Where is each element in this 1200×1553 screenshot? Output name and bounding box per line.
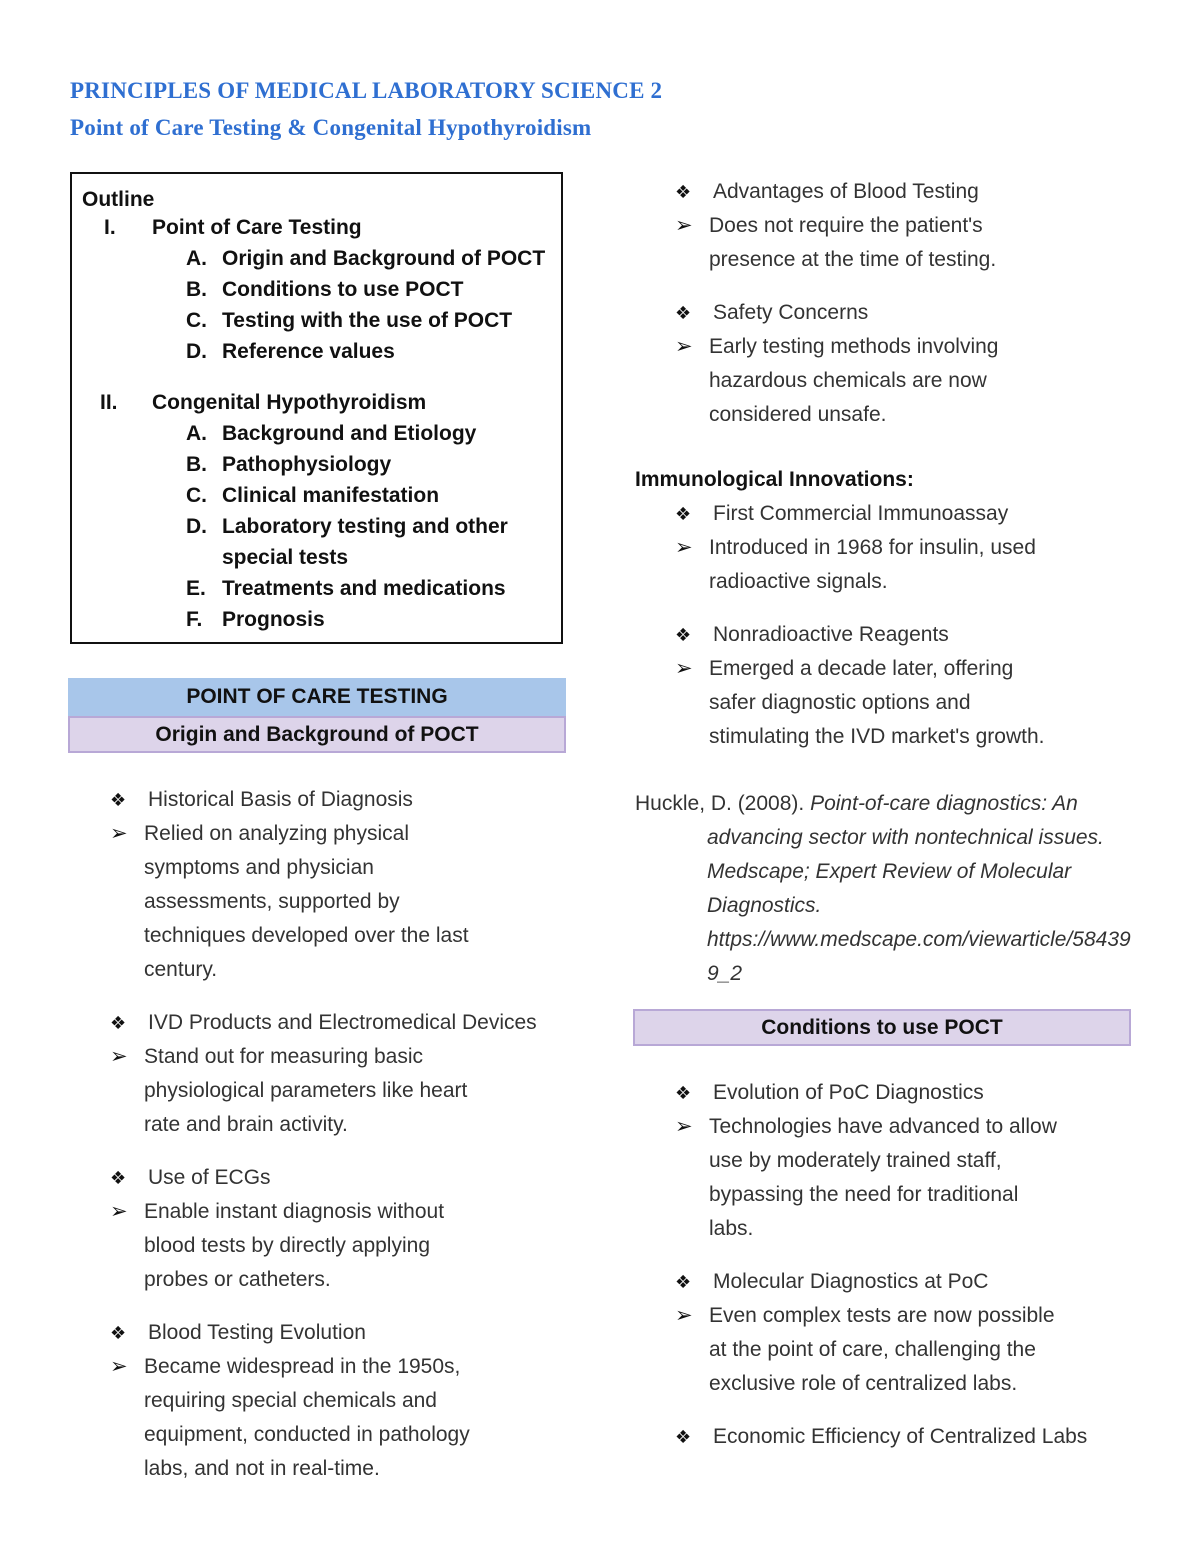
outline-section-2 — [100, 391, 427, 415]
point-line: century. — [144, 958, 218, 981]
point-group — [675, 1265, 1155, 1401]
outline-section-num: I. — [104, 216, 116, 239]
outline-item-label: Background and Etiology — [222, 422, 477, 445]
outline-section-label: Point of Care Testing — [152, 216, 362, 239]
outline-item-num: C. — [186, 484, 207, 507]
point-line: physiological parameters like heart — [144, 1079, 468, 1102]
outline-item-num: E. — [186, 577, 206, 600]
outline-item-num: C. — [186, 309, 207, 332]
outline-item-num: D. — [186, 340, 207, 363]
point-line: hazardous chemicals are now — [709, 369, 987, 392]
arrow-bullet-icon: ➢ — [110, 1355, 128, 1378]
point-group — [675, 497, 1155, 599]
citation-link-continued[interactable]: 9_2 — [707, 962, 743, 985]
citation — [635, 787, 1155, 991]
outline-item-continued: special tests — [222, 546, 349, 569]
point-line: safer diagnostic options and — [709, 691, 971, 714]
diamond-bullet-icon: ❖ — [110, 1323, 127, 1343]
outline-item-label: Treatments and medications — [222, 577, 506, 600]
point-line: techniques developed over the last — [144, 924, 469, 947]
immuno-heading: Immunological Innovations: — [635, 468, 914, 491]
arrow-bullet-icon: ➢ — [675, 335, 693, 358]
point-group — [675, 618, 1155, 754]
outline-item — [186, 577, 506, 601]
outline-section-label: Congenital Hypothyroidism — [152, 391, 427, 414]
arrow-bullet-icon: ➢ — [675, 1304, 693, 1327]
diamond-bullet-icon: ❖ — [110, 1168, 127, 1188]
diamond-bullet-icon: ❖ — [110, 1013, 127, 1033]
citation-line: Diagnostics. — [707, 894, 822, 917]
right-points-top — [675, 175, 1155, 432]
document-title: PRINCIPLES OF MEDICAL LABORATORY SCIENCE 2 — [70, 78, 663, 103]
point-group — [675, 1420, 1155, 1454]
outline-item-label: Clinical manifestation — [222, 484, 440, 507]
document-subtitle: Point of Care Testing & Congenital Hypothyroidism — [70, 115, 592, 140]
point-title: Historical Basis of Diagnosis — [148, 788, 413, 811]
point-title: Safety Concerns — [713, 301, 869, 324]
diamond-bullet-icon: ❖ — [675, 1272, 692, 1292]
arrow-bullet-icon: ➢ — [675, 536, 693, 559]
point-line: symptoms and physician — [144, 856, 374, 879]
outline-item-num: D. — [186, 515, 207, 538]
outline-item-num: B. — [186, 278, 207, 301]
point-title: Economic Efficiency of Centralized Labs — [713, 1425, 1088, 1448]
point-title: Nonradioactive Reagents — [713, 623, 949, 646]
arrow-bullet-icon: ➢ — [675, 214, 693, 237]
outline-item-label: Reference values — [222, 340, 395, 363]
diamond-bullet-icon: ❖ — [675, 1427, 692, 1447]
point-line: use by moderately trained staff, — [709, 1149, 1002, 1172]
arrow-bullet-icon: ➢ — [110, 1045, 128, 1068]
diamond-bullet-icon: ❖ — [675, 504, 692, 524]
point-line: Does not require the patient's — [709, 214, 983, 237]
outline-item — [186, 278, 464, 302]
citation-line: Point-of-care diagnostics: An — [810, 792, 1078, 815]
outline-section-num: II. — [100, 391, 118, 414]
outline-item-num: F. — [186, 608, 203, 631]
point-line: exclusive role of centralized labs. — [709, 1372, 1018, 1395]
point-line: rate and brain activity. — [144, 1113, 348, 1136]
point-line: at the point of care, challenging the — [709, 1338, 1036, 1361]
citation-link[interactable]: https://www.medscape.com/viewarticle/58439 — [707, 928, 1131, 951]
point-title: Evolution of PoC Diagnostics — [713, 1081, 984, 1104]
left-points — [110, 783, 580, 1486]
section-banner-poct: POINT OF CARE TESTING — [68, 678, 566, 716]
outline-item — [186, 453, 392, 477]
point-line: Emerged a decade later, offering — [709, 657, 1014, 680]
point-line: stimulating the IVD market's growth. — [709, 725, 1045, 748]
point-line: considered unsafe. — [709, 403, 887, 426]
point-line: radioactive signals. — [709, 570, 888, 593]
citation-line: Medscape; Expert Review of Molecular — [707, 860, 1072, 883]
point-line: Became widespread in the 1950s, — [144, 1355, 461, 1378]
outline-item — [186, 422, 477, 446]
diamond-bullet-icon: ❖ — [675, 1083, 692, 1103]
diamond-bullet-icon: ❖ — [675, 625, 692, 645]
point-line: blood tests by directly applying — [144, 1234, 430, 1257]
outline-item-label: Testing with the use of POCT — [222, 309, 513, 332]
subsection-banner-conditions: Conditions to use POCT — [633, 1009, 1131, 1046]
outline-item-label: Conditions to use POCT — [222, 278, 464, 301]
point-line: Relied on analyzing physical — [144, 822, 409, 845]
point-group — [110, 1161, 580, 1297]
arrow-bullet-icon: ➢ — [675, 657, 693, 680]
outline-heading: Outline — [82, 188, 155, 211]
point-title: Use of ECGs — [148, 1166, 271, 1189]
arrow-bullet-icon: ➢ — [110, 822, 128, 845]
outline-item — [186, 515, 508, 539]
point-title: Advantages of Blood Testing — [713, 180, 979, 203]
point-line: labs. — [709, 1217, 754, 1240]
point-group — [675, 175, 1155, 277]
point-title: Molecular Diagnostics at PoC — [713, 1270, 989, 1293]
point-line: requiring special chemicals and — [144, 1389, 437, 1412]
outline-item-label: Origin and Background of POCT — [222, 247, 546, 270]
subsection-banner-origin: Origin and Background of POCT — [68, 716, 566, 753]
point-group — [110, 1006, 580, 1142]
outline-item-num: A. — [186, 422, 207, 445]
outline-item — [186, 484, 440, 508]
point-line: presence at the time of testing. — [709, 248, 997, 271]
outline-box — [70, 172, 563, 644]
point-line: equipment, conducted in pathology — [144, 1423, 470, 1446]
point-line: probes or catheters. — [144, 1268, 331, 1291]
point-group — [110, 1316, 580, 1486]
citation-author: Huckle, D. (2008). — [635, 792, 805, 815]
point-title: IVD Products and Electromedical Devices — [148, 1011, 537, 1034]
outline-item-num: A. — [186, 247, 207, 270]
outline-section-1 — [104, 216, 362, 240]
arrow-bullet-icon: ➢ — [110, 1200, 128, 1223]
point-title: Blood Testing Evolution — [148, 1321, 366, 1344]
point-line: Technologies have advanced to allow — [709, 1115, 1057, 1138]
citation-line: advancing sector with nontechnical issues. — [707, 826, 1104, 849]
diamond-bullet-icon: ❖ — [675, 303, 692, 323]
immuno-points — [675, 497, 1155, 754]
point-line: Early testing methods involving — [709, 335, 999, 358]
outline-item-label: Prognosis — [222, 608, 325, 631]
outline-item — [186, 608, 325, 632]
conditions-points — [675, 1076, 1155, 1454]
point-line: assessments, supported by — [144, 890, 400, 913]
arrow-bullet-icon: ➢ — [675, 1115, 693, 1138]
outline-item-label: Pathophysiology — [222, 453, 392, 476]
outline-item — [186, 340, 395, 364]
point-title: First Commercial Immunoassay — [713, 502, 1009, 525]
point-line: bypassing the need for traditional — [709, 1183, 1019, 1206]
diamond-bullet-icon: ❖ — [675, 182, 692, 202]
point-line: Even complex tests are now possible — [709, 1304, 1055, 1327]
point-group — [110, 783, 580, 987]
outline-item — [186, 309, 513, 333]
point-line: Stand out for measuring basic — [144, 1045, 423, 1068]
point-line: Enable instant diagnosis without — [144, 1200, 445, 1223]
outline-item-num: B. — [186, 453, 207, 476]
outline-item — [186, 247, 546, 271]
point-group — [675, 296, 1155, 432]
point-line: labs, and not in real-time. — [144, 1457, 380, 1480]
outline-item-label: Laboratory testing and other — [222, 515, 508, 538]
diamond-bullet-icon: ❖ — [110, 790, 127, 810]
point-line: Introduced in 1968 for insulin, used — [709, 536, 1036, 559]
point-group — [675, 1076, 1155, 1246]
document-header — [70, 72, 1070, 146]
